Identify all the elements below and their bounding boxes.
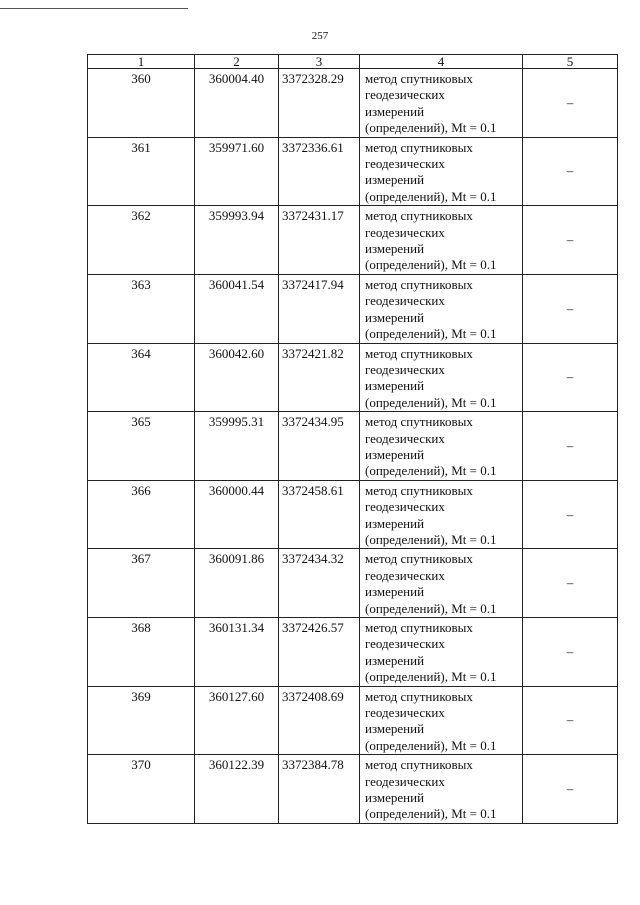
point-number: 368 xyxy=(88,618,195,687)
method-line-4: (определений), Mt = 0.1 xyxy=(365,326,497,342)
method-description xyxy=(360,618,523,687)
method-line-3: измерений xyxy=(365,103,425,119)
method-line-2: геодезических xyxy=(365,361,445,377)
method-line-3: измерений xyxy=(365,790,425,806)
method-line-2: геодезических xyxy=(365,499,445,515)
method-line-1: метод спутниковых xyxy=(365,620,473,635)
coord-y: 3372458.61 xyxy=(279,480,360,549)
header-col-4: 4 xyxy=(360,55,523,69)
accuracy-dash: – xyxy=(523,69,618,138)
coord-x: 360004.40 xyxy=(195,69,279,138)
method-line-1: метод спутниковых xyxy=(365,688,473,704)
method-line-2: геодезических xyxy=(365,430,445,446)
method-line-2: геодезических xyxy=(365,705,445,721)
header-col-1: 1 xyxy=(88,55,195,69)
coord-y: 3372434.95 xyxy=(279,412,360,481)
coord-y: 3372431.17 xyxy=(279,206,360,275)
method-description xyxy=(360,686,523,755)
method-line-3: измерений xyxy=(365,241,425,257)
coord-x: 359993.94 xyxy=(195,206,279,275)
coord-y: 3372426.57 xyxy=(279,618,360,687)
accuracy-dash: – xyxy=(523,274,618,343)
method-line-4: (определений), Mt = 0.1 xyxy=(365,257,497,273)
point-number: 362 xyxy=(88,206,195,275)
method-line-2: геодезических xyxy=(365,636,445,652)
table-row xyxy=(88,69,618,138)
coord-y: 3372421.82 xyxy=(279,343,360,412)
method-description xyxy=(360,412,523,481)
method-line-3: измерений xyxy=(365,172,425,188)
coordinates-table xyxy=(87,54,618,824)
method-line-3: измерений xyxy=(365,309,425,325)
method-line-3: измерений xyxy=(365,584,425,600)
table-row xyxy=(88,549,618,618)
accuracy-dash: – xyxy=(523,618,618,687)
coord-x: 360041.54 xyxy=(195,274,279,343)
accuracy-dash: – xyxy=(523,137,618,206)
table-row xyxy=(88,412,618,481)
method-line-1: метод спутниковых xyxy=(365,208,473,224)
point-number: 361 xyxy=(88,137,195,206)
top-rule xyxy=(0,8,188,9)
point-number: 369 xyxy=(88,686,195,755)
point-number: 366 xyxy=(88,480,195,549)
table-row xyxy=(88,686,618,755)
method-line-3: измерений xyxy=(365,446,425,462)
method-line-4: (определений), Mt = 0.1 xyxy=(365,600,497,616)
table-row xyxy=(88,137,618,206)
method-line-1: метод спутниковых xyxy=(365,757,473,773)
page-number: 257 xyxy=(311,30,329,42)
method-line-1: метод спутниковых xyxy=(365,345,473,361)
header-col-3: 3 xyxy=(279,55,360,69)
accuracy-dash: – xyxy=(523,480,618,549)
method-description xyxy=(360,274,523,343)
method-description xyxy=(360,137,523,206)
table-row xyxy=(88,274,618,343)
accuracy-dash: – xyxy=(523,549,618,618)
method-line-2: геодезических xyxy=(365,293,445,309)
coord-x: 360122.39 xyxy=(195,755,279,824)
method-line-4: (определений), Mt = 0.1 xyxy=(365,463,497,479)
method-description xyxy=(360,549,523,618)
method-line-4: (определений), Mt = 0.1 xyxy=(365,669,497,685)
method-line-2: геодезических xyxy=(365,87,445,103)
method-line-2: геодезических xyxy=(365,773,445,789)
header-col-5: 5 xyxy=(523,55,618,69)
coord-x: 360131.34 xyxy=(195,618,279,687)
coord-y: 3372384.78 xyxy=(279,755,360,824)
accuracy-dash: – xyxy=(523,343,618,412)
method-line-4: (определений), Mt = 0.1 xyxy=(365,531,497,547)
table-row xyxy=(88,618,618,687)
method-line-1: метод спутниковых xyxy=(365,482,473,498)
method-line-4: (определений), Mt = 0.1 xyxy=(365,737,497,753)
method-line-4: (определений), Mt = 0.1 xyxy=(365,120,497,136)
header-col-2: 2 xyxy=(195,55,279,69)
coord-x: 360091.86 xyxy=(195,549,279,618)
method-line-3: измерений xyxy=(365,378,425,394)
method-line-2: геодезических xyxy=(365,156,445,172)
method-description xyxy=(360,755,523,824)
accuracy-dash: – xyxy=(523,686,618,755)
method-line-2: геодезических xyxy=(365,224,445,240)
method-line-1: метод спутниковых xyxy=(365,71,473,86)
point-number: 370 xyxy=(88,755,195,824)
coord-y: 3372328.29 xyxy=(279,69,360,138)
point-number: 367 xyxy=(88,549,195,618)
table-row xyxy=(88,755,618,824)
method-line-1: метод спутниковых xyxy=(365,139,473,155)
coord-y: 3372408.69 xyxy=(279,686,360,755)
point-number: 360 xyxy=(88,69,195,138)
method-line-1: метод спутниковых xyxy=(365,414,473,430)
method-line-4: (определений), Mt = 0.1 xyxy=(365,806,497,822)
coord-y: 3372417.94 xyxy=(279,274,360,343)
method-line-1: метод спутниковых xyxy=(365,551,473,567)
method-description xyxy=(360,480,523,549)
point-number: 364 xyxy=(88,343,195,412)
point-number: 363 xyxy=(88,274,195,343)
table-row xyxy=(88,480,618,549)
point-number: 365 xyxy=(88,412,195,481)
coord-x: 359971.60 xyxy=(195,137,279,206)
table-header-row xyxy=(88,55,618,69)
coord-y: 3372336.61 xyxy=(279,137,360,206)
method-line-2: геодезических xyxy=(365,567,445,583)
method-line-4: (определений), Mt = 0.1 xyxy=(365,188,497,204)
coord-x: 359995.31 xyxy=(195,412,279,481)
method-line-4: (определений), Mt = 0.1 xyxy=(365,394,497,410)
coord-y: 3372434.32 xyxy=(279,549,360,618)
method-line-3: измерений xyxy=(365,515,425,531)
method-description xyxy=(360,343,523,412)
accuracy-dash: – xyxy=(523,412,618,481)
method-description xyxy=(360,206,523,275)
method-line-1: метод спутниковых xyxy=(365,276,473,292)
method-line-3: измерений xyxy=(365,652,425,668)
table-row xyxy=(88,343,618,412)
coord-x: 360000.44 xyxy=(195,480,279,549)
accuracy-dash: – xyxy=(523,206,618,275)
coord-x: 360042.60 xyxy=(195,343,279,412)
coord-x: 360127.60 xyxy=(195,686,279,755)
table-row xyxy=(88,206,618,275)
method-description xyxy=(360,69,523,138)
accuracy-dash: – xyxy=(523,755,618,824)
method-line-3: измерений xyxy=(365,721,425,737)
